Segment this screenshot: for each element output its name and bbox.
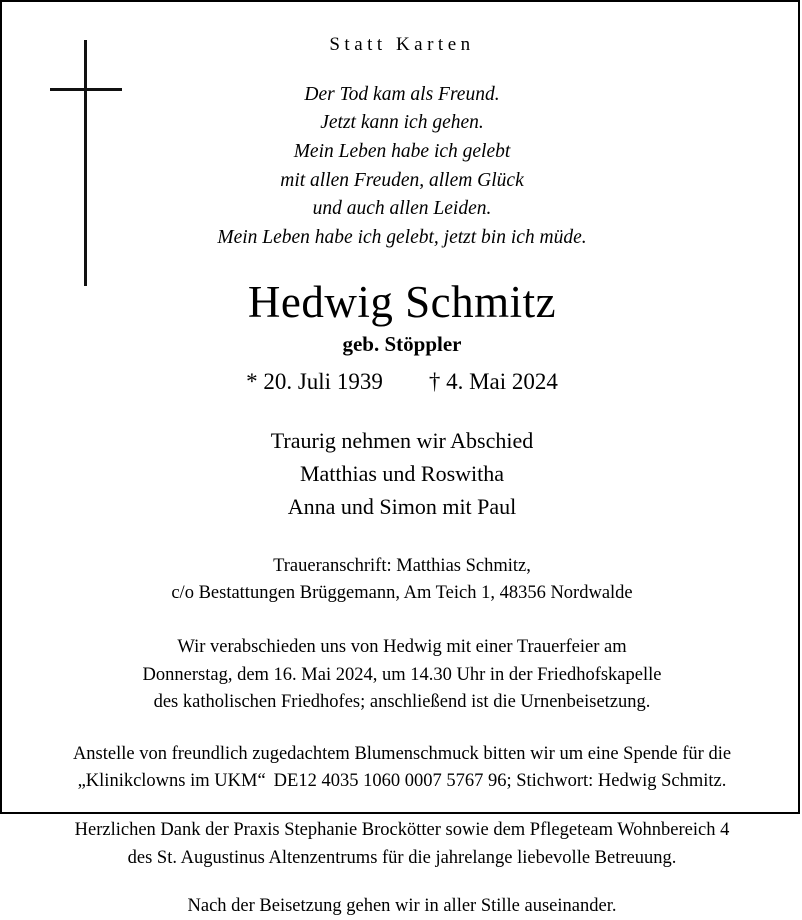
- poem-line: Mein Leben habe ich gelebt: [293, 141, 511, 163]
- funeral-service-details: [2, 634, 802, 716]
- donation-request: [2, 741, 802, 796]
- thanks-note: [2, 817, 802, 872]
- mourners-intro: Traurig nehmen wir Abschied: [270, 427, 534, 453]
- donation-reference: Stichwort: Hedwig Schmitz.: [516, 770, 727, 791]
- birth-date: * 20. Juli 1939: [246, 369, 383, 395]
- poem-line: Jetzt kann ich gehen.: [320, 112, 484, 134]
- thanks-line: des St. Augustinus Altenzentrums für die jahrelange liebevolle Betreuung.: [127, 847, 677, 868]
- life-dates: [2, 368, 802, 396]
- thanks-line: Herzlichen Dank der Praxis Stephanie Brockötter sowie dem Pflegeteam Wohnbereich 4: [74, 820, 730, 841]
- mourners-block: [2, 424, 802, 523]
- poem-line: Der Tod kam als Freund.: [304, 83, 500, 105]
- memorial-poem: [2, 81, 802, 253]
- poem-line: und auch allen Leiden.: [312, 198, 492, 220]
- service-line: Donnerstag, dem 16. Mai 2024, um 14.30 Uhr in der Friedhofskapelle: [142, 664, 662, 685]
- deceased-name: Hedwig Schmitz: [247, 276, 557, 327]
- closing-note: Nach der Beisetzung gehen wir in aller Stille auseinander.: [187, 896, 617, 917]
- donation-intro: Anstelle von freundlich zugedachtem Blumenschmuck bitten wir um eine Spende für die: [72, 743, 732, 764]
- mourner-line: Matthias und Roswitha: [299, 460, 505, 486]
- service-line: des katholischen Friedhofes; anschließend ist die Urnenbeisetzung.: [153, 692, 651, 713]
- donation-organization: „Klinikclowns im UKM“: [77, 770, 266, 791]
- notice-content: [2, 2, 802, 920]
- address-line: Traueranschrift: Matthias Schmitz,: [273, 555, 531, 576]
- donation-iban: DE12 4035 1060 0007 5767 96;: [273, 770, 512, 791]
- poem-line: mit allen Freuden, allem Glück: [280, 169, 524, 191]
- mourner-line: Anna und Simon mit Paul: [287, 493, 517, 519]
- donation-details: [2, 768, 802, 795]
- death-date: † 4. Mai 2024: [428, 369, 558, 395]
- mourning-address: [2, 553, 802, 607]
- poem-line: Mein Leben habe ich gelebt, jetzt bin ich müde.: [217, 227, 587, 249]
- service-line: Wir verabschieden uns von Hedwig mit einer Trauerfeier am: [177, 637, 627, 658]
- statt-karten-header: Statt Karten: [329, 34, 475, 55]
- maiden-name: geb. Stöppler: [342, 331, 462, 356]
- address-line: c/o Bestattungen Brüggemann, Am Teich 1, 48356 Nordwalde: [171, 582, 633, 603]
